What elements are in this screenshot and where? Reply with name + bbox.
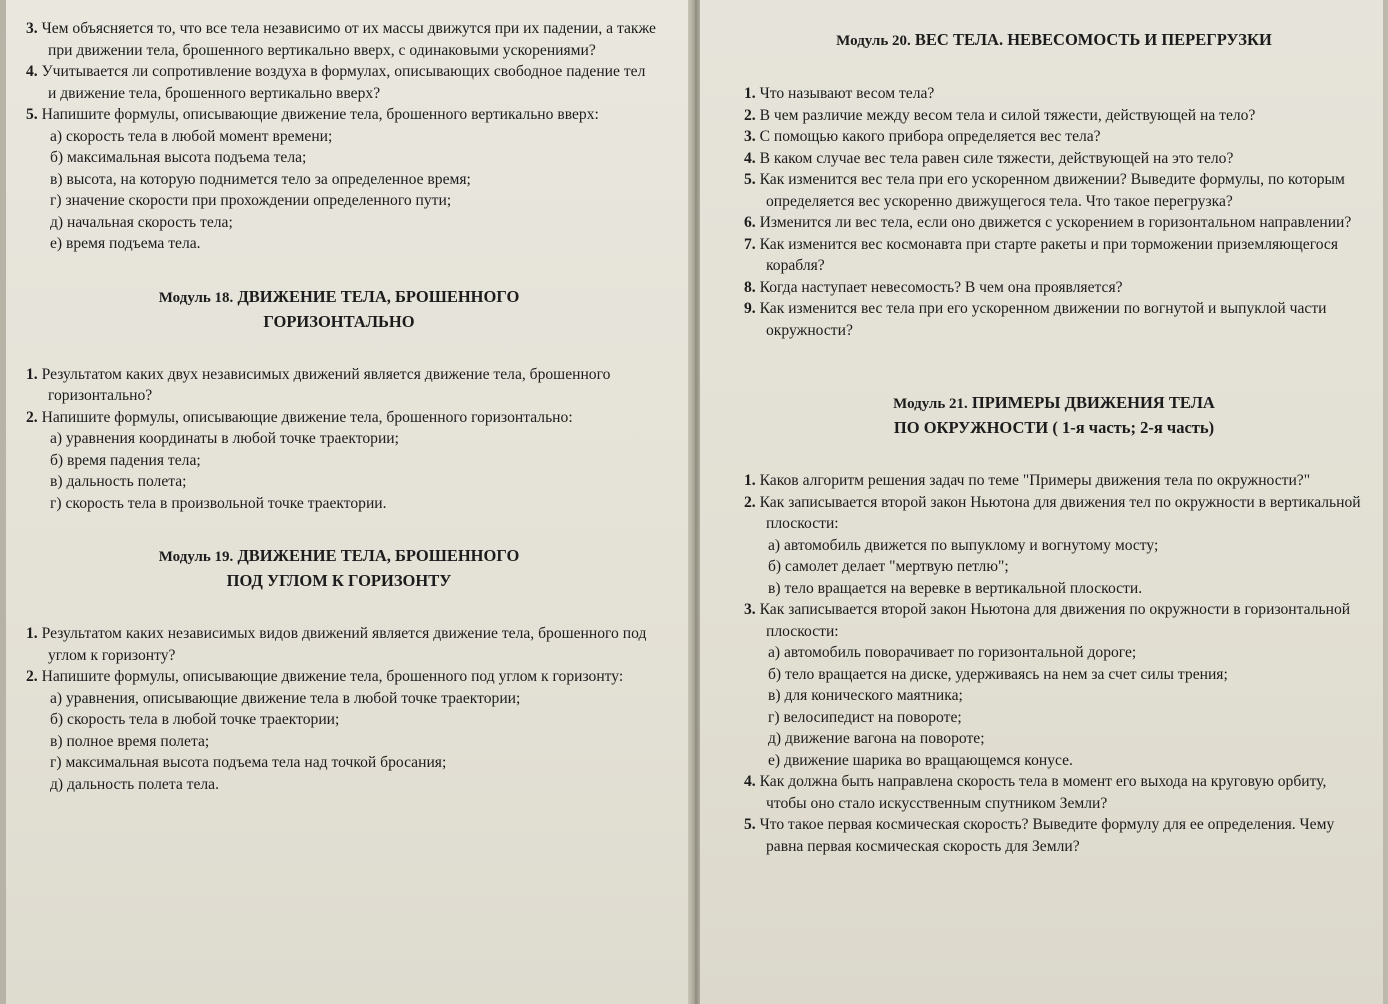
question-item <box>740 234 1368 277</box>
question-text: Когда наступает невесомость? В чем она проявляется? <box>759 278 1123 296</box>
module-label: Модуль 19. <box>158 549 234 565</box>
question-text: Каков алгоритм решения задач по теме "Примеры движения тела по окружности?" <box>759 472 1311 489</box>
question-item <box>22 61 656 104</box>
module-label: Модуль 20. <box>836 33 911 49</box>
sub-item: а) уравнения, описывающие движение тела в любой точке траектории; <box>50 689 521 707</box>
question-item <box>740 771 1368 814</box>
sub-item: б) время падения тела; <box>50 451 201 469</box>
question-number: 5. <box>26 106 38 123</box>
question-number: 4. <box>26 63 38 80</box>
question-number: 2. <box>26 668 38 685</box>
question-number: 5. <box>744 171 756 188</box>
question-number: 2. <box>744 106 756 124</box>
sub-item: д) дальность полета тела. <box>50 775 219 793</box>
question-item <box>22 364 656 407</box>
question-text: Как изменится вес тела при его ускоренном движении? Выведите формулы, по которым определяется вес ускоренно движущегося тела. Что такое перегрузка? <box>759 171 1345 210</box>
question-number: 1. <box>744 472 756 489</box>
question-item <box>740 148 1368 170</box>
question-number: 3. <box>744 128 756 145</box>
question-text: Изменится ли вес тела, если оно движется с ускорением в горизонтальном направлении? <box>759 214 1352 231</box>
question-text: Как записывается второй закон Ньютона для движения тел по окружности в вертикальной плоскости: <box>759 493 1361 532</box>
question-item <box>22 407 656 429</box>
module-20-heading <box>740 28 1368 53</box>
question-text: С помощью какого прибора определяется вес тела? <box>759 128 1101 145</box>
question-number: 2. <box>744 493 756 511</box>
question-item <box>740 492 1368 535</box>
module-title: ПО ОКРУЖНОСТИ <box>893 418 1049 437</box>
question-number: 7. <box>744 235 756 253</box>
module-label: Модуль 18. <box>158 289 234 306</box>
question-text: Что такое первая космическая скорость? Выведите формулу для ее определения. Чему равна первая космическая скорость для Земли? <box>759 816 1335 855</box>
sub-item: д) движение вагона на повороте; <box>768 730 985 747</box>
question-item <box>740 169 1368 212</box>
module-label: Модуль 21. <box>893 396 968 412</box>
sub-item: г) максимальная высота подъема тела над точкой бросания; <box>50 754 447 771</box>
module-19-heading <box>22 544 656 593</box>
module-title: ПРИМЕРЫ ДВИЖЕНИЯ ТЕЛА <box>971 393 1215 412</box>
sub-item: б) самолет делает "мертвую петлю"; <box>768 558 1009 575</box>
question-number: 2. <box>26 408 38 426</box>
sub-item: б) скорость тела в любой точке траектории; <box>50 711 340 728</box>
page-edge <box>1383 0 1388 1004</box>
question-item <box>22 623 656 666</box>
question-text: Как должна быть направлена скорость тела в момент его выхода на круговую орбиту, чтобы оно стало искусственным спутником Земли? <box>759 773 1327 812</box>
question-item <box>740 212 1368 234</box>
question-text: Результатом каких двух независимых движений является движение тела, брошенного горизонтально? <box>41 365 611 404</box>
sub-item: в) для конического маятника; <box>768 687 963 704</box>
question-text: Учитывается ли сопротивление воздуха в формулах, описывающих свободное падение тел и движение тела, брошенного вертикально вверх? <box>41 63 646 102</box>
sub-item: б) тело вращается на диске, удерживаясь на нем за счет силы трения; <box>768 665 1228 683</box>
question-item <box>740 599 1368 642</box>
module-title: ПОД УГЛОМ К ГОРИЗОНТУ <box>226 571 452 590</box>
question-text: Чем объясняется то, что все тела независимо от их массы движутся при их падении, а также при движении тела, брошенного вертикально вверх, с одинаковыми ускорениями? <box>41 20 656 59</box>
sub-item: в) дальность полета; <box>50 473 187 490</box>
question-item <box>22 104 656 126</box>
question-text: Напишите формулы, описывающие движение тела, брошенного под углом к горизонту: <box>41 668 624 685</box>
question-text: Напишите формулы, описывающие движение тела, брошенного горизонтально: <box>41 408 573 426</box>
sub-item: а) скорость тела в любой момент времени; <box>50 127 333 145</box>
question-item <box>740 126 1368 148</box>
module-title: ВЕС ТЕЛА. НЕВЕСОМОСТЬ И ПЕРЕГРУЗКИ <box>914 30 1272 49</box>
question-item <box>740 470 1368 492</box>
question-number: 5. <box>744 816 756 833</box>
question-number: 1. <box>26 365 38 383</box>
question-number: 3. <box>26 20 38 37</box>
question-text: Как изменится вес космонавта при старте ракеты и при торможении приземляющегося корабля? <box>759 235 1339 274</box>
question-item <box>740 814 1368 857</box>
question-number: 1. <box>744 85 756 102</box>
question-number: 4. <box>744 773 756 790</box>
question-item <box>22 666 656 688</box>
sub-item: е) время подъема тела. <box>50 235 201 252</box>
question-item <box>740 105 1368 127</box>
left-page <box>0 0 690 1004</box>
question-number: 6. <box>744 214 756 231</box>
sub-item: г) велосипедист на повороте; <box>768 708 962 726</box>
question-text: Как записывается второй закон Ньютона для движения по окружности в горизонтальной плоскости: <box>759 601 1351 640</box>
sub-item: а) автомобиль движется по выпуклому и вогнутому мосту; <box>768 536 1159 554</box>
module-title-parts: ( 1-я часть; 2-я часть) <box>1052 418 1215 437</box>
question-number: 4. <box>744 149 756 167</box>
sub-item: а) уравнения координаты в любой точке траектории; <box>50 430 399 447</box>
question-text: Результатом каких независимых видов движений является движение тела, брошенного под углом к горизонту? <box>41 625 647 664</box>
question-number: 1. <box>26 625 38 642</box>
question-item <box>22 18 656 61</box>
question-text: Что называют весом тела? <box>759 85 935 102</box>
question-text: В каком случае вес тела равен силе тяжести, действующей на это тело? <box>759 149 1234 167</box>
question-item <box>740 83 1368 105</box>
question-item <box>740 298 1368 341</box>
module-21-heading <box>740 391 1368 440</box>
question-text: Напишите формулы, описывающие движение тела, брошенного вертикально вверх: <box>41 106 599 123</box>
question-text: Как изменится вес тела при его ускоренном движении по вогнутой и выпуклой части окружности? <box>759 300 1327 339</box>
right-page <box>700 0 1388 1004</box>
sub-item: а) автомобиль поворачивает по горизонтальной дороге; <box>768 644 1137 661</box>
question-text: В чем различие между весом тела и силой тяжести, действующей на тело? <box>759 106 1256 124</box>
sub-item: в) тело вращается на веревке в вертикальной плоскости. <box>768 579 1143 597</box>
module-title: ДВИЖЕНИЕ ТЕЛА, БРОШЕННОГО <box>237 546 520 565</box>
module-18-heading <box>22 285 656 334</box>
sub-item: б) максимальная высота подъема тела; <box>50 149 307 166</box>
sub-item: в) высота, на которую поднимется тело за определенное время; <box>50 170 471 188</box>
question-number: 3. <box>744 601 756 618</box>
question-number: 9. <box>744 300 756 317</box>
page-edge <box>0 0 6 1004</box>
question-number: 8. <box>744 278 756 296</box>
sub-item: д) начальная скорость тела; <box>50 213 233 231</box>
module-title: ДВИЖЕНИЕ ТЕЛА, БРОШЕННОГО <box>237 286 520 306</box>
sub-item: г) значение скорости при прохождении определенного пути; <box>50 192 452 209</box>
sub-item: е) движение шарика во вращающемся конусе. <box>768 751 1073 769</box>
question-item <box>740 277 1368 299</box>
module-title: ГОРИЗОНТАЛЬНО <box>263 311 415 331</box>
sub-item: г) скорость тела в произвольной точке траектории. <box>50 494 387 512</box>
sub-item: в) полное время полета; <box>50 732 210 750</box>
